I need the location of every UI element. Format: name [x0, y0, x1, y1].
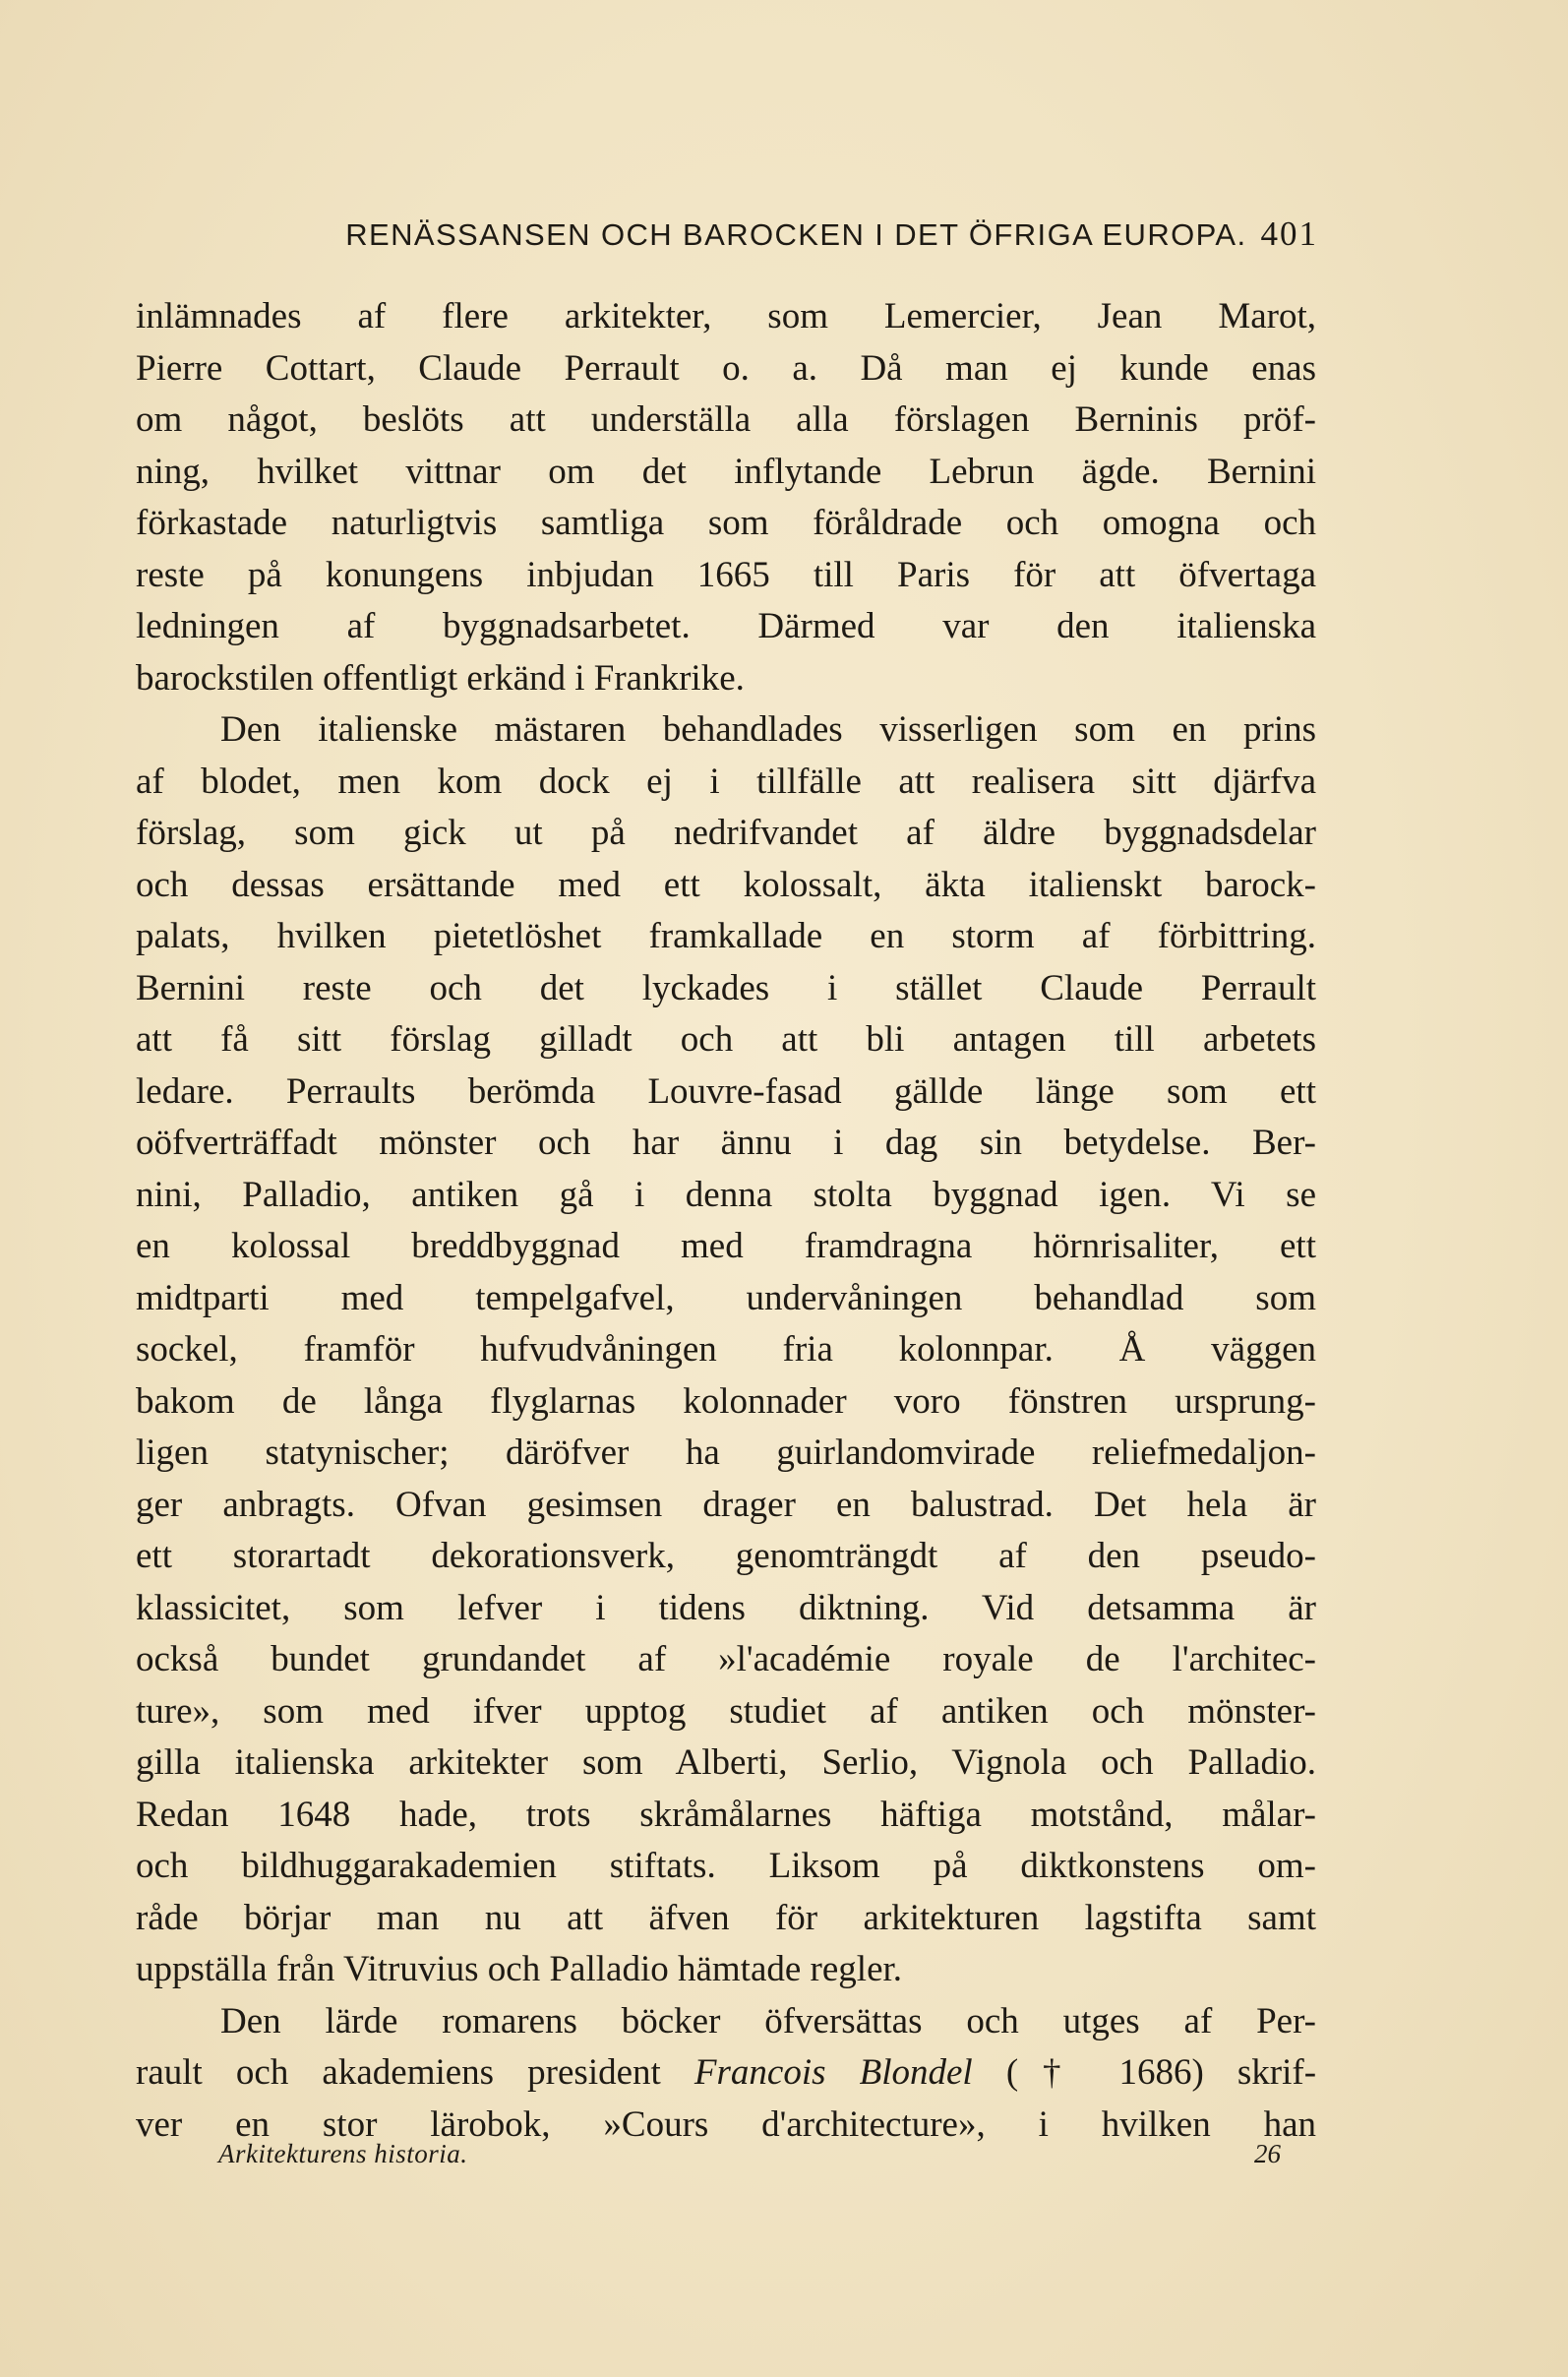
text-fragment: († 1686) skrif-: [1005, 2052, 1317, 2093]
text-line: klassicitet, som lefver i tidens diktning. Vid detsamma är: [136, 1587, 1316, 1628]
text-line: en kolossal breddbyggnad med framdragna hörnrisaliter, ett: [136, 1226, 1316, 1266]
text-line: gilla italienska arkitekter som Alberti, Serlio, Vignola och Palladio.: [136, 1742, 1316, 1783]
text-line: nini, Palladio, antiken gå i denna stolta byggnad igen. Vi se: [136, 1174, 1316, 1215]
text-line-with-name: [136, 2047, 1316, 2100]
text-line: ver en stor lärobok, »Cours d'architecture», i hvilken han: [136, 2103, 1316, 2145]
text-line: och bildhuggarakademien stiftats. Liksom på diktkonstens om-: [136, 1846, 1316, 1886]
text-line: förkastade naturligtvis samtliga som föråldrade och omogna och: [136, 503, 1316, 543]
text-line: förslag, som gick ut på nedrifvandet af äldre byggnadsdelar: [136, 813, 1316, 853]
text-line: Redan 1648 hade, trots skråmålarnes häftiga motstånd, målar-: [136, 1794, 1316, 1835]
text-line: ning, hvilket vittnar om det inflytande Lebrun ägde. Bernini: [136, 451, 1316, 492]
text-fragment: rault och akademiens president: [136, 2052, 661, 2093]
signature-title: Arkitekturens historia.: [218, 2139, 468, 2168]
page-footer: [218, 2139, 1281, 2169]
text-line: om något, beslöts att underställa alla förslagen Berninis pröf-: [136, 399, 1316, 440]
text-line: ligen statynischer; däröfver ha guirlandomvirade reliefmedaljon-: [136, 1432, 1316, 1473]
text-line: ledningen af byggnadsarbetet. Därmed var den italienska: [136, 606, 1316, 646]
running-header: [183, 214, 1318, 254]
text-line: och dessas ersättande med ett kolossalt, äkta italienskt barock-: [136, 864, 1316, 905]
text-line: reste på konungens inbjudan 1665 till Paris för att öfvertaga: [136, 554, 1316, 595]
text-line: ture», som med ifver upptog studiet af antiken och mönster-: [136, 1690, 1316, 1732]
text-line: uppställa från Vitruvius och Palladio hämtade regler.: [136, 1949, 903, 1989]
text-line: sockel, framför hufvudvåningen fria kolonnpar. Å väggen: [136, 1329, 1316, 1370]
body-text: [136, 291, 1316, 2151]
signature-number: 26: [1254, 2139, 1281, 2168]
running-title: RENÄSSANSEN OCH BAROCKEN I DET ÖFRIGA EUROPA.: [345, 217, 1247, 252]
text-line: att få sitt förslag gilladt och att bli antagen till arbetets: [136, 1019, 1316, 1060]
text-line: ett storartadt dekorationsverk, genomträngdt af den pseudo-: [136, 1536, 1316, 1576]
page-number: 401: [1260, 214, 1318, 253]
text-line: palats, hvilken pietetlöshet framkallade en storm af förbittring.: [136, 916, 1316, 956]
text-line: af blodet, men kom dock ej i tillfälle att realisera sitt djärfva: [136, 761, 1316, 802]
text-line: ger anbragts. Ofvan gesimsen drager en balustrad. Det hela är: [136, 1484, 1316, 1525]
text-line: Den italienske mästaren behandlades visserligen som en prins: [220, 709, 1316, 750]
text-line: Bernini reste och det lyckades i stället Claude Perrault: [136, 967, 1316, 1008]
text-line: oöfverträffadt mönster och har ännu i dag sin betydelse. Ber-: [136, 1123, 1316, 1163]
text-line: Pierre Cottart, Claude Perrault o. a. Då man ej kunde enas: [136, 347, 1316, 389]
text-line: bakom de långa flyglarnas kolonnader voro fönstren ursprung-: [136, 1380, 1316, 1422]
text-line: barockstilen offentligt erkänd i Frankrike.: [136, 657, 745, 699]
person-name-italic: Francois Blondel: [694, 2052, 973, 2093]
text-line: också bundet grundandet af »l'académie royale de l'architec-: [136, 1639, 1316, 1679]
text-line: midtparti med tempelgafvel, undervåningen behandlad som: [136, 1277, 1316, 1318]
text-line: inlämnades af flere arkitekter, som Lemercier, Jean Marot,: [136, 296, 1316, 336]
text-line: råde börjar man nu att äfven för arkitekturen lagstifta samt: [136, 1897, 1316, 1938]
text-line: ledare. Perraults berömda Louvre-fasad gällde länge som ett: [136, 1070, 1316, 1112]
text-line: Den lärde romarens böcker öfversättas och utges af Per-: [220, 2000, 1316, 2042]
